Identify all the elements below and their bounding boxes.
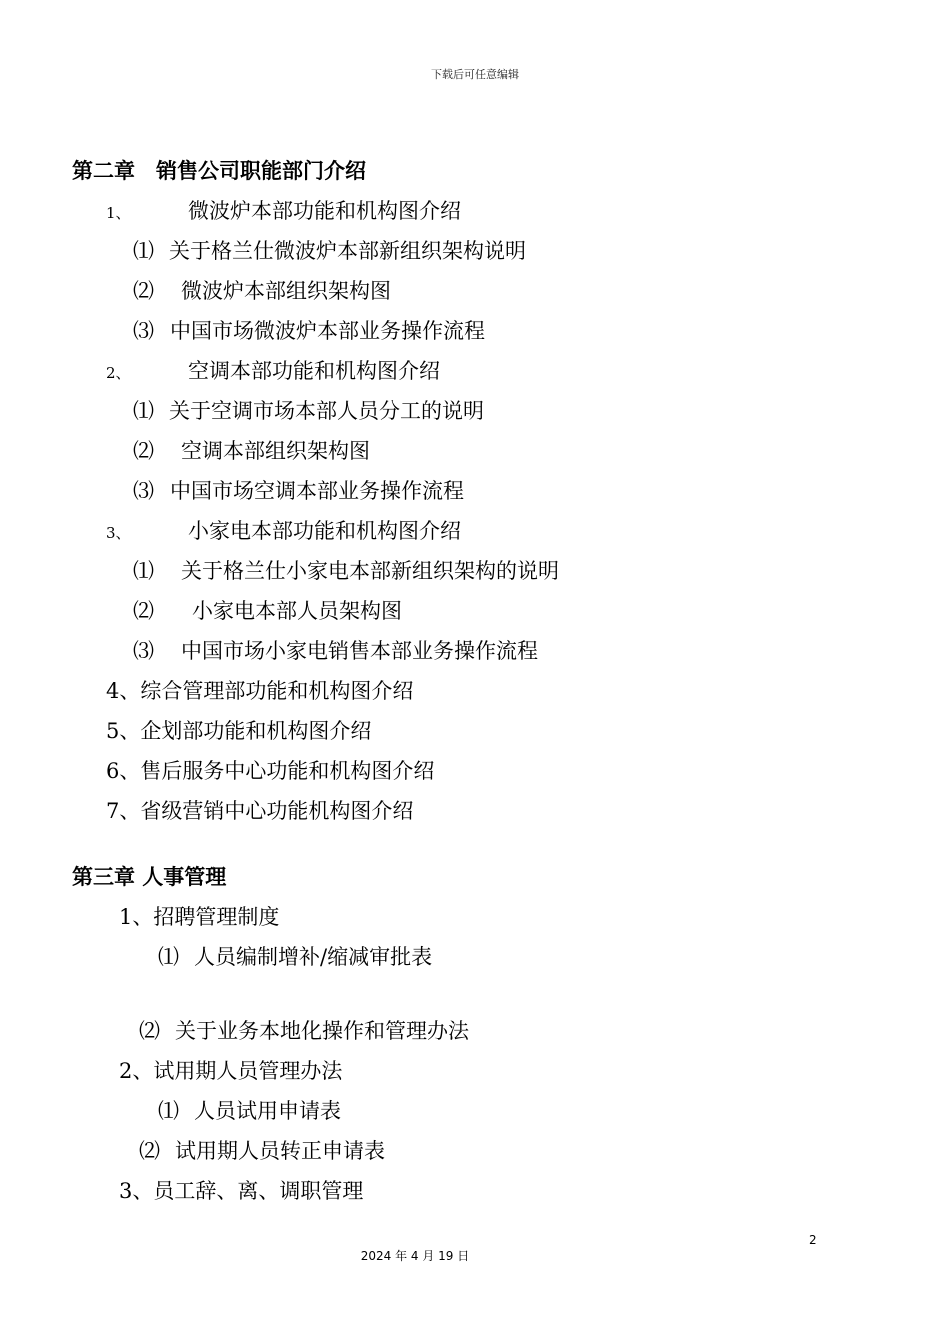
entry-number: 2、 <box>106 364 131 382</box>
entry-text: 关于格兰仕小家电本部新组织架构的说明 <box>181 559 559 583</box>
entry-text: 关于格兰仕微波炉本部新组织架构说明 <box>169 239 526 263</box>
entry-text: 试用期人员转正申请表 <box>175 1139 385 1163</box>
entry-number: ⑵ <box>139 1139 160 1163</box>
toc-subentry-2-3-1 <box>133 558 559 584</box>
toc-subentry-3-2-1 <box>158 1098 341 1124</box>
entry-text: 中国市场小家电销售本部业务操作流程 <box>181 639 538 663</box>
entry-text: 人员编制增补/缩减审批表 <box>194 945 433 969</box>
entry-number: ⑶ <box>133 479 154 503</box>
entry-text: 空调本部组织架构图 <box>181 439 370 463</box>
entry-text: 中国市场微波炉本部业务操作流程 <box>170 319 485 343</box>
entry-number: ⑴ <box>158 1099 179 1123</box>
toc-subentry-2-3-2 <box>133 598 402 624</box>
toc-entry-3-2: 2、试用期人员管理办法 <box>119 1059 343 1083</box>
entry-text: 空调本部功能和机构图介绍 <box>188 359 440 383</box>
toc-subentry-2-1-3 <box>133 318 485 344</box>
entry-number: ⑴ <box>133 399 154 423</box>
toc-entry-3-3: 3、员工辞、离、调职管理 <box>119 1179 364 1203</box>
toc-entry-2-1 <box>106 198 461 226</box>
toc-subentry-3-1-1 <box>158 944 432 970</box>
entry-number: 1、 <box>106 204 131 222</box>
entry-number: ⑴ <box>133 239 154 263</box>
toc-subentry-2-1-1 <box>133 238 526 264</box>
toc-subentry-3-1-2 <box>139 1018 469 1044</box>
toc-entry-3-1: 1、招聘管理制度 <box>119 905 280 929</box>
chapter-2-title: 第二章 销售公司职能部门介绍 <box>72 158 366 183</box>
toc-subentry-2-3-3 <box>133 638 538 664</box>
entry-text: 人员试用申请表 <box>194 1099 341 1123</box>
page-footer-date: 2024 年 4 月 19 日 <box>360 1249 470 1263</box>
entry-text: 关于空调市场本部人员分工的说明 <box>169 399 484 423</box>
toc-entry-2-4: 4、综合管理部功能和机构图介绍 <box>106 679 414 703</box>
entry-number: ⑵ <box>133 439 154 463</box>
toc-subentry-2-1-2 <box>133 278 391 304</box>
toc-subentry-2-2-1 <box>133 398 484 424</box>
entry-number: ⑴ <box>158 945 179 969</box>
entry-number: ⑵ <box>133 279 154 303</box>
toc-entry-2-3 <box>106 518 461 546</box>
entry-text: 微波炉本部组织架构图 <box>181 279 391 303</box>
toc-subentry-2-2-3 <box>133 478 464 504</box>
entry-number: ⑴ <box>133 559 154 583</box>
entry-number: ⑵ <box>133 599 154 623</box>
toc-subentry-2-2-2 <box>133 438 370 464</box>
toc-subentry-3-2-2 <box>139 1138 385 1164</box>
entry-number: ⑵ <box>139 1019 160 1043</box>
page-header: 下载后可任意编辑 <box>431 68 519 81</box>
entry-text: 关于业务本地化操作和管理办法 <box>175 1019 469 1043</box>
entry-text: 小家电本部人员架构图 <box>192 599 402 623</box>
toc-entry-2-2 <box>106 358 440 386</box>
chapter-3-title: 第三章 人事管理 <box>72 864 227 889</box>
toc-entry-2-5: 5、企划部功能和机构图介绍 <box>106 719 372 743</box>
entry-text: 微波炉本部功能和机构图介绍 <box>188 199 461 223</box>
toc-entry-2-6: 6、售后服务中心功能和机构图介绍 <box>106 759 435 783</box>
entry-number: ⑶ <box>133 319 154 343</box>
entry-text: 小家电本部功能和机构图介绍 <box>188 519 461 543</box>
page-number: 2 <box>809 1233 817 1247</box>
entry-text: 中国市场空调本部业务操作流程 <box>170 479 464 503</box>
toc-entry-2-7: 7、省级营销中心功能机构图介绍 <box>106 799 414 823</box>
entry-number: 3、 <box>106 524 131 542</box>
entry-number: ⑶ <box>133 639 154 663</box>
